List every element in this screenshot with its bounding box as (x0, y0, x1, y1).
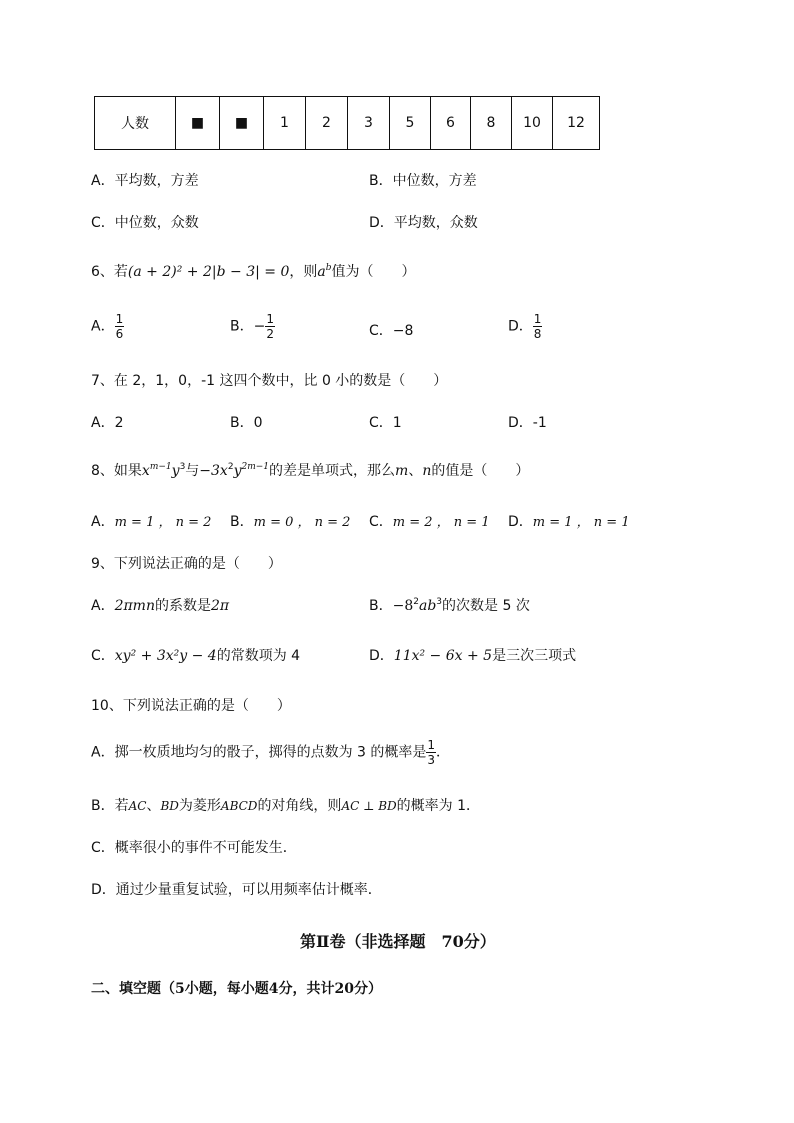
option-text: A．掷一枚质地均匀的骰子，掷得的点数为 3 的概率是 (91, 744, 427, 761)
table-cell: 10 (512, 97, 553, 150)
option-label: A． (91, 514, 115, 530)
q9-stem: 9、下列说法正确的是（ ） (91, 556, 282, 572)
option-text: ． (436, 744, 451, 761)
table-row (95, 97, 600, 150)
option-text: 是三次三项式 (492, 648, 577, 664)
q8-option-b (230, 511, 350, 531)
fraction (115, 312, 125, 341)
table-cell: 1 (264, 97, 306, 150)
q8-option-c (369, 511, 490, 531)
numerator: 1 (266, 312, 274, 326)
q6-option-c: C．−8 (369, 323, 414, 339)
table-cell: ■ (176, 97, 220, 150)
q8-stem (91, 460, 529, 480)
q7-option-b: B．0 (230, 415, 263, 431)
option-text: 的对角线，则 (257, 798, 342, 814)
q9-option-a (91, 595, 229, 615)
q8-term2-exp2: 2m−1 (241, 462, 270, 472)
option-label: B． (369, 598, 393, 614)
option-expr: 2πmn (114, 598, 155, 614)
q8-term2-exp: 2 (227, 462, 234, 472)
q10-stem: 10、下列说法正确的是（ ） (91, 698, 291, 714)
option-label: A． (91, 598, 115, 614)
q10-option-d: D．通过少量重复试验，可以用频率估计概率． (91, 882, 382, 898)
q5-option-c: C．中位数，众数 (91, 215, 199, 231)
q8-term2-base: −3x (199, 463, 228, 479)
table-cell: 8 (471, 97, 512, 150)
q6-option-a (91, 312, 124, 341)
option-expr: m = 2 ， n = 1 (392, 515, 490, 530)
q8-sep: 、 (408, 463, 423, 479)
q6-power-exp: b (325, 263, 332, 273)
denominator: 3 (427, 753, 436, 767)
option-expr: m = 1 ， n = 2 (114, 515, 212, 530)
option-label: C． (369, 514, 393, 530)
q9-option-b (369, 595, 530, 615)
q8-var-m: m (395, 463, 409, 479)
q8-stem-mid2: 的差是单项式，那么 (269, 463, 396, 479)
q7-option-d: D．-1 (508, 415, 547, 431)
q8-stem-prefix: 8、如果 (91, 463, 142, 479)
option-expr: −8 (392, 598, 414, 614)
q10-option-a (91, 738, 450, 767)
option-label: A． (91, 318, 115, 335)
option-expr: AC ⊥ BD (341, 799, 397, 813)
q8-term1-exp2: 3 (179, 462, 186, 472)
option-label: D． (508, 514, 533, 530)
fraction (265, 312, 275, 341)
q8-stem-mid1: 与 (185, 463, 200, 479)
option-text: 的系数是 (154, 598, 211, 614)
q7-option-c: C．1 (369, 415, 402, 431)
q9-option-d (369, 645, 576, 665)
table-cell: ■ (220, 97, 264, 150)
option-expr: m = 1 ， n = 1 (532, 515, 630, 530)
q6-stem (91, 261, 415, 281)
denominator: 6 (115, 327, 124, 341)
q6-option-b (230, 312, 275, 341)
option-label: B．− (230, 318, 266, 335)
q8-term1-base2: y (171, 463, 180, 479)
option-expr: xy² + 3x²y − 4 (114, 648, 217, 664)
option-expr: AC (128, 799, 147, 813)
table-cell: 3 (348, 97, 390, 150)
option-text: 、 (146, 798, 161, 814)
option-label: D． (369, 648, 394, 664)
option-label: B． (230, 514, 254, 530)
frequency-table (94, 96, 600, 150)
q5-option-a: A．平均数，方差 (91, 173, 199, 189)
option-label: D． (508, 318, 533, 335)
option-expr: 2π (210, 598, 230, 614)
numerator: 1 (427, 738, 436, 752)
numerator: 1 (533, 312, 542, 326)
q6-stem-mid: ，则 (289, 264, 318, 280)
q5-option-b: B．中位数，方差 (369, 173, 477, 189)
option-text: B．若 (91, 798, 129, 814)
table-cell: 2 (306, 97, 348, 150)
option-text: 为菱形 (178, 798, 221, 814)
q10-option-b (91, 795, 480, 815)
option-label: C． (91, 648, 115, 664)
q6-equation: (a + 2)² + 2|b − 3| = 0 (127, 264, 290, 280)
numerator: 1 (115, 312, 124, 326)
part-2-title: 第Ⅱ卷（非选择题 70分） (300, 932, 496, 951)
q10-option-c: C．概率很小的事件不可能发生． (91, 840, 297, 856)
option-exp: 3 (436, 597, 443, 607)
q6-option-d (508, 312, 542, 341)
q6-stem-prefix: 6、若 (91, 264, 128, 280)
q8-var-n: n (422, 463, 432, 479)
fraction (426, 738, 436, 767)
option-text: 的常数项为 4 (216, 648, 301, 664)
table-cell: 12 (553, 97, 600, 150)
option-expr: BD (160, 799, 179, 813)
denominator: 2 (266, 327, 274, 341)
table-cell: 6 (431, 97, 471, 150)
q5-option-d: D．平均数，众数 (369, 215, 478, 231)
option-text: 的概率为 1． (396, 798, 480, 814)
table-header-cell: 人数 (95, 97, 176, 150)
q7-option-a: A．2 (91, 415, 124, 431)
option-expr: m = 0 ， n = 2 (253, 515, 351, 530)
option-text: 的次数是 5 次 (442, 598, 530, 614)
q6-power-base: a (317, 264, 326, 280)
q7-stem: 7、在 2，1，0，-1 这四个数中，比 0 小的数是（ ） (91, 373, 448, 389)
table-cell: 5 (390, 97, 431, 150)
q8-option-a (91, 511, 211, 531)
option-expr: 11x² − 6x + 5 (393, 648, 493, 664)
q8-stem-suffix: 的值是（ ） (431, 463, 530, 479)
denominator: 8 (533, 327, 542, 341)
q8-term2-base2: y (233, 463, 242, 479)
fraction (533, 312, 543, 341)
section-2-title: 二、填空题（5小题，每小题4分，共计20分） (91, 981, 382, 997)
q9-option-c (91, 645, 300, 665)
option-expr: ABCD (220, 799, 258, 813)
q8-term1-base: x (141, 463, 150, 479)
q8-term1-exp: m−1 (149, 462, 172, 472)
q6-stem-suffix: 值为（ ） (331, 264, 416, 280)
option-expr: ab (418, 598, 437, 614)
option-exp: 2 (413, 597, 419, 607)
q8-option-d (508, 511, 630, 531)
